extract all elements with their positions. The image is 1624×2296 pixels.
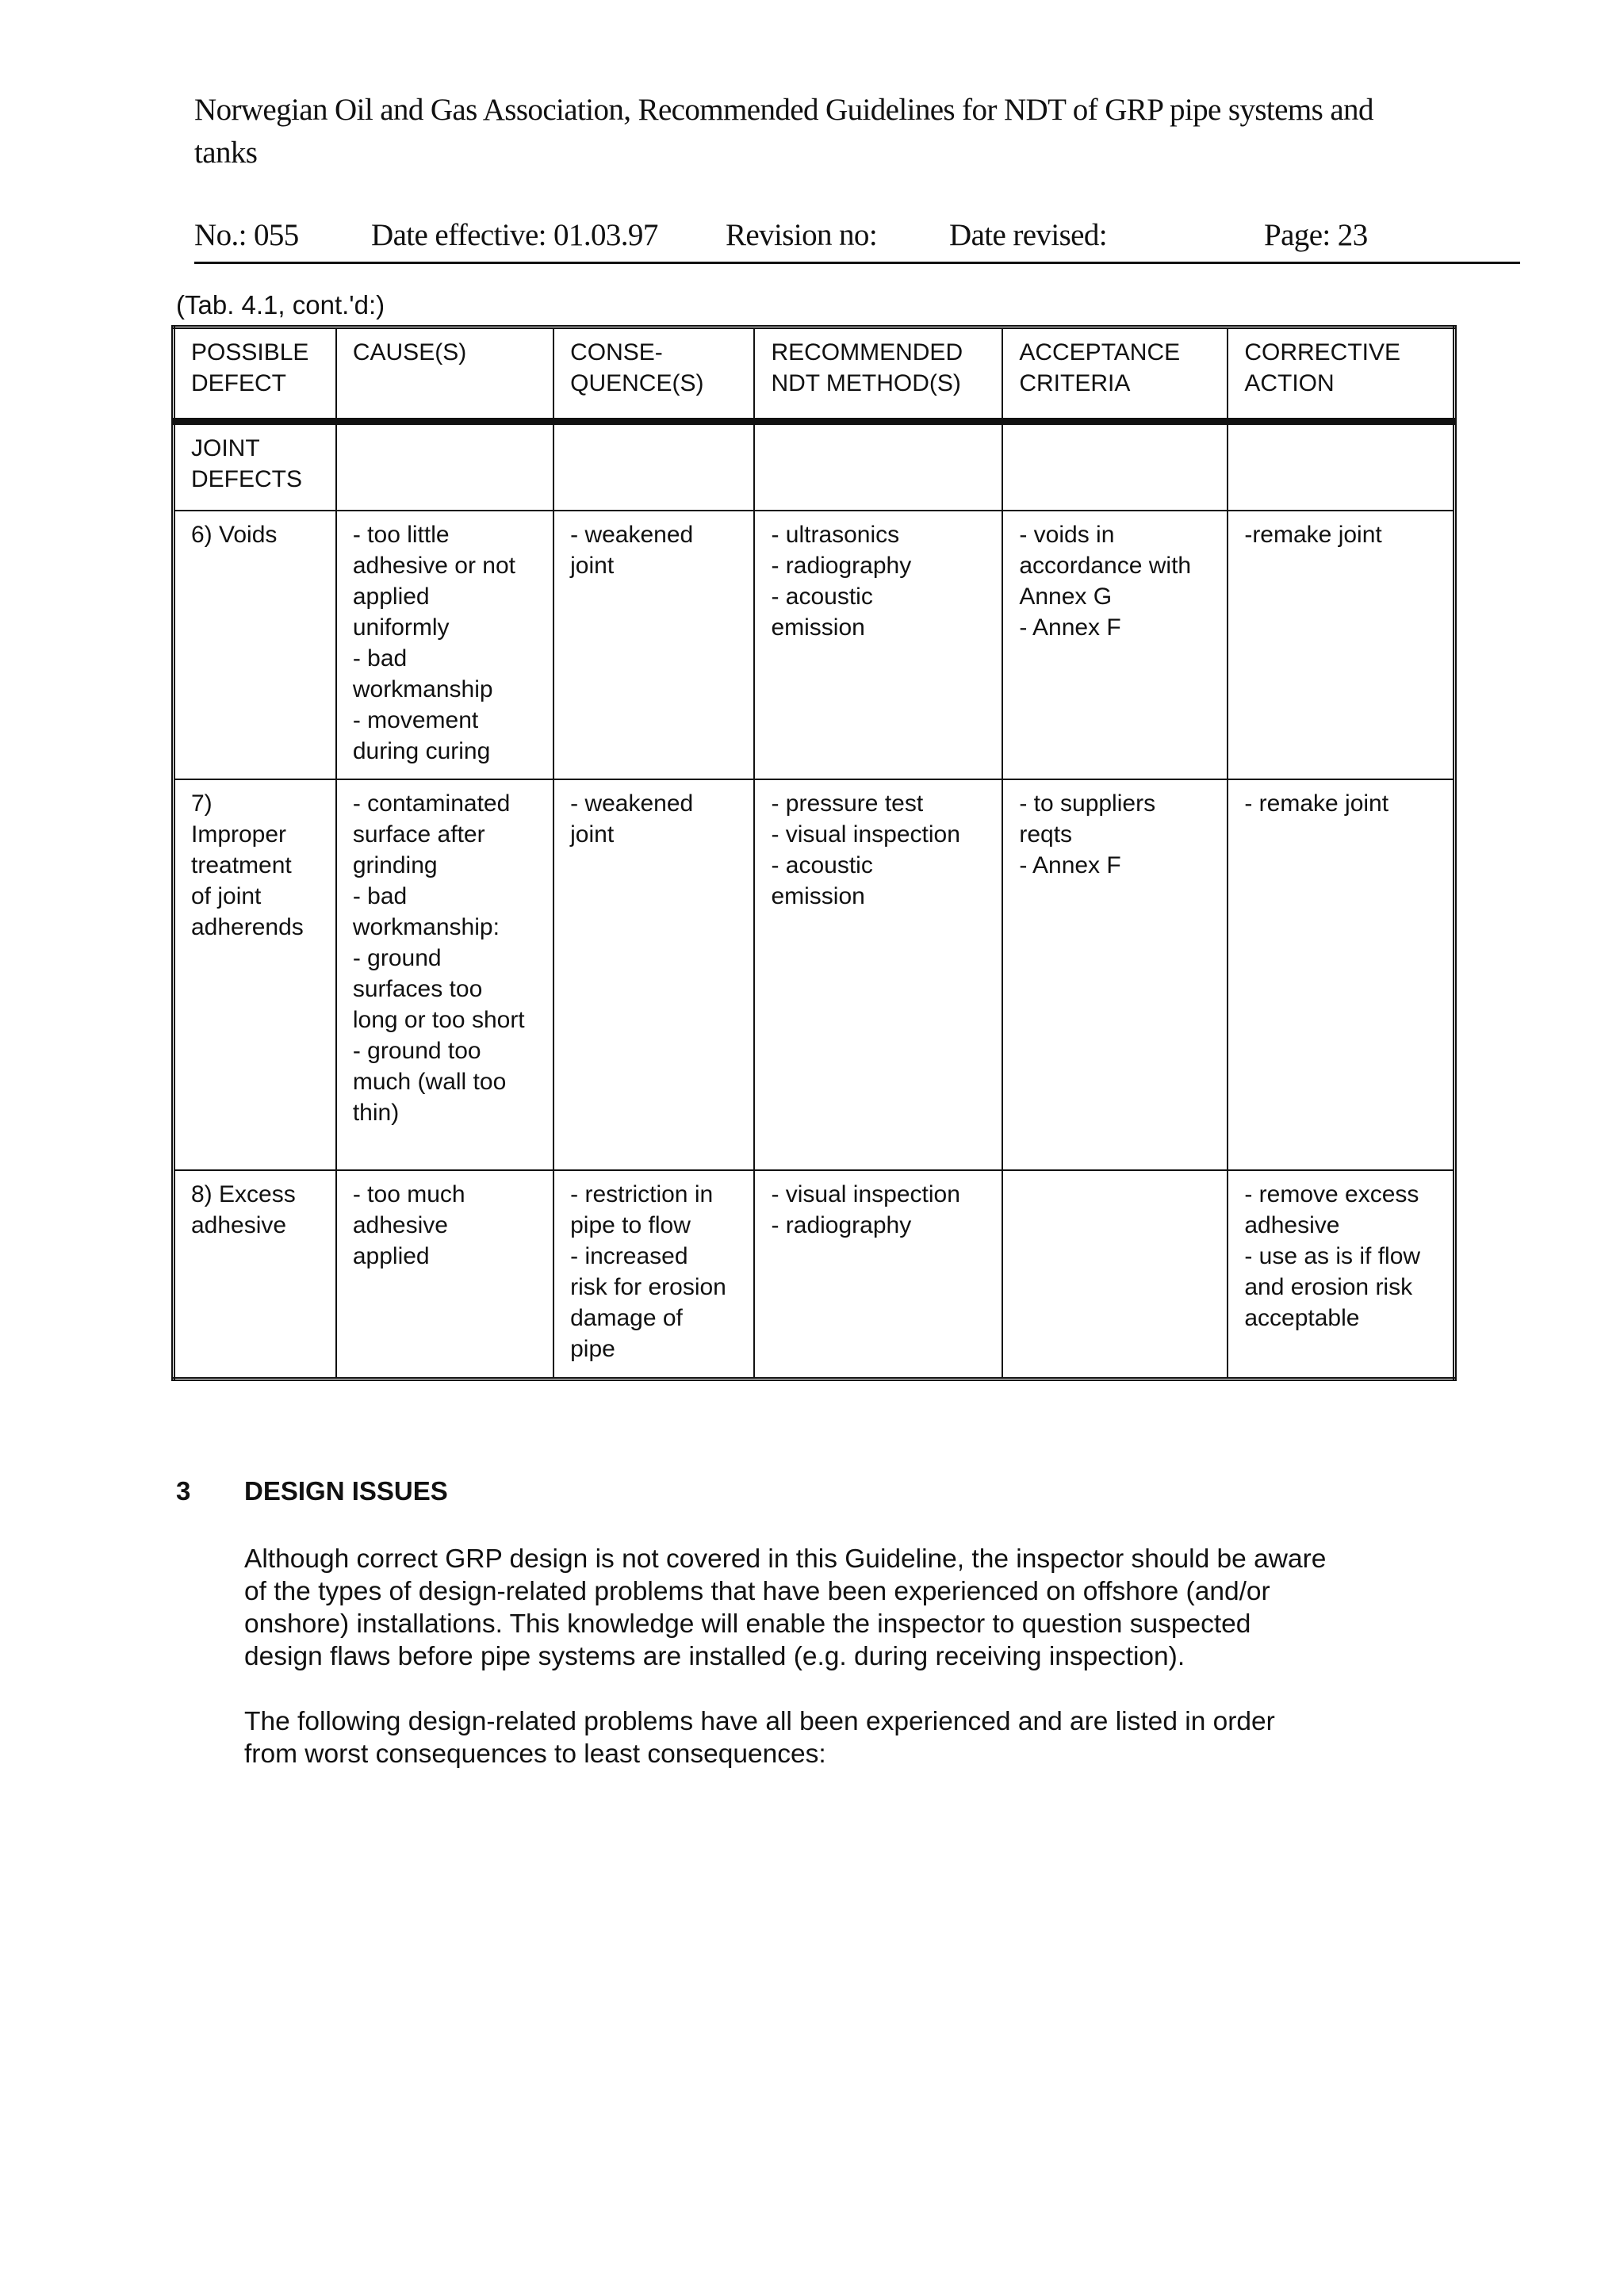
cell-line: adherends (191, 913, 304, 940)
paragraph (244, 1705, 1481, 1770)
cell-line: treatment (191, 851, 292, 878)
column-header: RECOMMENDED NDT METHOD(S) (754, 327, 1002, 422)
table-header-row (174, 327, 1455, 422)
column-header: CORRECTIVE ACTION (1228, 327, 1454, 422)
cell-line: uniformly (352, 614, 450, 641)
cell-line: - remove excess (1244, 1181, 1419, 1207)
paragraph-line: Although correct GRP design is not covered in this Guideline, the inspector should be aware (244, 1544, 1327, 1574)
document-number: No.: 055 (194, 218, 299, 252)
cell-line: applied (352, 1242, 430, 1269)
paragraph (244, 1543, 1481, 1673)
paragraph-line: The following design-related problems have all been experienced and are listed in order (244, 1707, 1275, 1736)
cell-line: - pressure test (771, 790, 924, 817)
cause-cell (336, 1170, 553, 1380)
cell-line: - Annex F (1019, 851, 1121, 878)
page-number: Page: 23 (1264, 218, 1368, 252)
document-meta-line (194, 214, 1520, 264)
paragraph-line: from worst consequences to least consequences: (244, 1739, 826, 1769)
section-number: 3 (176, 1476, 191, 1506)
cell-line: - movement (352, 706, 479, 733)
cell-line: pipe (570, 1335, 615, 1362)
cell-line: - acoustic (771, 851, 873, 878)
defect-table (171, 325, 1457, 1381)
cell-line: - radiography (771, 1211, 912, 1238)
cell-line: Improper (191, 821, 287, 848)
cause-cell (336, 779, 553, 1170)
cell-line: grinding (352, 851, 438, 878)
column-header: CONSE- QUENCE(S) (553, 327, 754, 422)
cell-line: reqts (1019, 821, 1073, 848)
paragraph-line: design flaws before pipe systems are installed (e.g. during receiving inspection). (244, 1642, 1185, 1671)
title-line: Norwegian Oil and Gas Association, Recommended Guidelines for NDT of GRP pipe systems and (194, 93, 1373, 127)
date-effective: Date effective: 01.03.97 (371, 218, 658, 252)
cell-line: - weakened (570, 521, 694, 548)
method-cell (754, 511, 1002, 779)
date-revised: Date revised: (949, 218, 1108, 252)
cell-line: accordance with (1019, 552, 1192, 579)
defect-cell (174, 1170, 336, 1380)
cell-line: surface after (352, 821, 485, 848)
cell-line: workmanship: (352, 913, 500, 940)
consequence-cell (553, 511, 754, 779)
cell-line: joint (570, 552, 615, 579)
column-header: ACCEPTANCE CRITERIA (1002, 327, 1228, 422)
cell-line: - contaminated (352, 790, 511, 817)
document-header (194, 89, 1519, 174)
cell-line: 7) (191, 790, 213, 817)
cell-line: - bad (352, 882, 408, 909)
paragraph-line: of the types of design-related problems that have been experienced on offshore (and/or (244, 1577, 1270, 1606)
group-label: JOINT DEFECTS (174, 422, 336, 511)
table-row (174, 779, 1455, 1170)
cell-line: - ground (352, 944, 442, 971)
cell-line: pipe to flow (570, 1211, 691, 1238)
table-row (174, 511, 1455, 779)
cell-line: - restriction in (570, 1181, 714, 1207)
section-heading (176, 1476, 448, 1506)
cell-line: adhesive or not (352, 552, 515, 579)
cell-line: applied (352, 583, 430, 610)
revision-number: Revision no: (726, 218, 878, 252)
column-header: POSSIBLE DEFECT (174, 327, 336, 422)
cell-line: - ground too (352, 1037, 481, 1064)
section-title: DESIGN ISSUES (244, 1476, 448, 1506)
cell-line: - voids in (1019, 521, 1115, 548)
criteria-cell (1002, 779, 1228, 1170)
cell-line: adhesive (191, 1211, 287, 1238)
cell-line: joint (570, 821, 615, 848)
cell-line: acceptable (1244, 1304, 1360, 1331)
cell-line: workmanship (352, 675, 493, 702)
cell-line: - too much (352, 1181, 465, 1207)
cell-line: emission (771, 882, 865, 909)
cell-line: of joint (191, 882, 262, 909)
consequence-cell (553, 779, 754, 1170)
cell-line: emission (771, 614, 865, 641)
cell-line: thin) (352, 1099, 400, 1126)
cell-line: adhesive (352, 1211, 448, 1238)
table-row (174, 1170, 1455, 1380)
criteria-cell (1002, 1170, 1228, 1380)
cell-line: damage of (570, 1304, 683, 1331)
cell-line: much (wall too (352, 1068, 507, 1095)
method-cell (754, 779, 1002, 1170)
cell-line: surfaces too (352, 975, 483, 1002)
cell-line: - too little (352, 521, 450, 548)
defect-cell (174, 511, 336, 779)
action-cell (1228, 511, 1454, 779)
column-header: CAUSE(S) (336, 327, 553, 422)
cell-line: - radiography (771, 552, 912, 579)
cell-line: - visual inspection (771, 1181, 960, 1207)
cause-cell (336, 511, 553, 779)
group-row (174, 422, 1455, 511)
action-cell (1228, 1170, 1454, 1380)
cell-line: 6) Voids (191, 521, 278, 548)
cell-line: and erosion risk (1244, 1273, 1413, 1300)
criteria-cell (1002, 511, 1228, 779)
defect-cell (174, 779, 336, 1170)
cell-line: - remake joint (1244, 790, 1389, 817)
cell-line: -remake joint (1244, 521, 1382, 548)
cell-line: - bad (352, 645, 408, 672)
cell-line: during curing (352, 737, 491, 764)
consequence-cell (553, 1170, 754, 1380)
table-caption: (Tab. 4.1, cont.'d:) (176, 290, 385, 320)
cell-line: - increased (570, 1242, 688, 1269)
cell-line: - ultrasonics (771, 521, 900, 548)
cell-line: long or too short (352, 1006, 525, 1033)
cell-line: - to suppliers (1019, 790, 1156, 817)
cell-line: Annex G (1019, 583, 1113, 610)
cell-line: 8) Excess (191, 1181, 296, 1207)
method-cell (754, 1170, 1002, 1380)
cell-line: - acoustic (771, 583, 873, 610)
paragraph-line: onshore) installations. This knowledge will enable the inspector to question suspected (244, 1609, 1251, 1639)
cell-line: adhesive (1244, 1211, 1340, 1238)
cell-line: - Annex F (1019, 614, 1121, 641)
action-cell (1228, 779, 1454, 1170)
cell-line: - visual inspection (771, 821, 960, 848)
cell-line: - use as is if flow (1244, 1242, 1421, 1269)
cell-line: - weakened (570, 790, 694, 817)
cell-line: risk for erosion (570, 1273, 726, 1300)
title-line: tanks (194, 136, 258, 170)
document-title (194, 89, 1519, 174)
